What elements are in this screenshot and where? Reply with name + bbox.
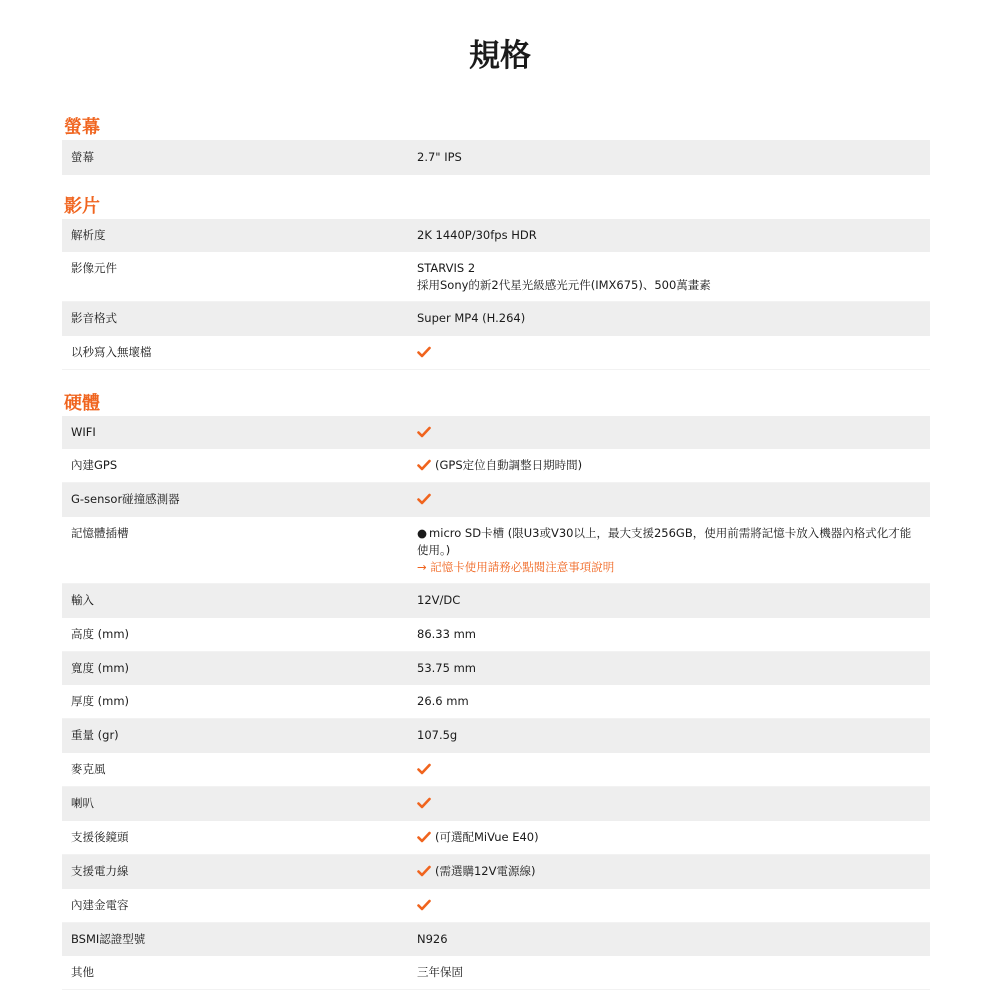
spec-label: 內建金電容 (71, 898, 129, 912)
spec-value (417, 491, 930, 508)
check-icon (417, 831, 431, 843)
spec-value: 26.6 mm (417, 694, 469, 708)
spec-value (417, 897, 930, 914)
spec-row (62, 787, 930, 821)
spec-label: 支援後鏡頭 (71, 830, 129, 844)
check-icon (417, 797, 431, 809)
spec-label: 重量 (gr) (71, 728, 119, 742)
spec-row (62, 483, 930, 517)
spec-value-line: STARVIS 2 (417, 261, 476, 275)
spec-row (62, 889, 930, 923)
spec-label: 影音格式 (71, 311, 117, 325)
spec-label: 其他 (71, 965, 94, 979)
memory-card-notice-link[interactable]: → 記憶卡使用請務必點閱注意事項說明 (417, 560, 615, 574)
spec-label: 喇叭 (71, 796, 94, 810)
section-heading: 螢幕 (64, 117, 100, 138)
spec-label: 記憶體插槽 (71, 526, 129, 540)
spec-value: Super MP4 (H.264) (417, 311, 526, 325)
spec-note: (需選購12V電源線) (435, 864, 536, 878)
page-title: 規格 (469, 38, 531, 74)
spec-value: N926 (417, 932, 448, 946)
spec-label: 螢幕 (71, 150, 94, 164)
spec-value: 三年保固 (417, 965, 463, 979)
spec-value (417, 525, 930, 576)
memory-slot-description (417, 525, 920, 559)
spec-label: 支援電力線 (71, 864, 129, 878)
spec-value (417, 863, 930, 880)
spec-label: BSMI認證型號 (71, 932, 146, 946)
spec-label: WIFI (71, 425, 96, 439)
spec-label: 輸入 (71, 593, 94, 607)
spec-row (62, 252, 930, 302)
spec-value: 86.33 mm (417, 627, 476, 641)
spec-label: 厚度 (mm) (71, 694, 130, 708)
spec-row (62, 956, 930, 990)
check-icon (417, 426, 431, 438)
spec-label: G-sensor碰撞感測器 (71, 492, 180, 506)
check-icon (417, 459, 431, 471)
spec-label: 以秒寫入無壞檔 (71, 345, 152, 359)
spec-value (417, 344, 930, 361)
spec-value: 2K 1440P/30fps HDR (417, 228, 537, 242)
spec-value (417, 795, 930, 812)
spec-row (62, 219, 930, 252)
spec-row (62, 821, 930, 855)
spec-value: 107.5g (417, 728, 458, 742)
spec-label: 解析度 (71, 228, 106, 242)
spec-value: 2.7" IPS (417, 150, 462, 164)
spec-row (62, 685, 930, 719)
check-icon (417, 346, 431, 358)
section-hardware (62, 392, 930, 990)
spec-value: 12V/DC (417, 593, 461, 607)
section-heading: 硬體 (64, 393, 100, 414)
spec-note: (可選配MiVue E40) (435, 830, 539, 844)
section-heading: 影片 (64, 196, 100, 217)
spec-label: 麥克風 (71, 762, 106, 776)
spec-row (62, 618, 930, 652)
spec-label: 影像元件 (71, 261, 117, 275)
spec-label: 寬度 (mm) (71, 661, 130, 675)
spec-row (62, 652, 930, 685)
spec-label: 高度 (mm) (71, 627, 130, 641)
spec-row (62, 140, 930, 175)
check-icon (417, 493, 431, 505)
spec-value-line: 採用Sony的新2代星光級感光元件(IMX675)、500萬畫素 (417, 278, 711, 292)
section-screen (62, 116, 930, 175)
spec-row (62, 719, 930, 753)
bullet-icon: ● (417, 526, 428, 540)
spec-row (62, 336, 930, 370)
spec-row (62, 302, 930, 336)
spec-value (417, 761, 930, 778)
spec-note: (GPS定位自動調整日期時間) (435, 458, 583, 472)
spec-value (417, 457, 930, 474)
spec-value: 53.75 mm (417, 661, 476, 675)
check-icon (417, 763, 431, 775)
check-icon (417, 899, 431, 911)
spec-value-text: micro SD卡槽 (限U3或V30以上，最大支援256GB，使用前需將記憶卡放入機器內格式化才能使用。) (417, 526, 912, 557)
check-icon (417, 865, 431, 877)
section-video (62, 195, 930, 370)
spec-label: 內建GPS (71, 458, 118, 472)
spec-row (62, 416, 930, 449)
spec-row (62, 855, 930, 889)
spec-row (62, 753, 930, 787)
spec-row (62, 923, 930, 956)
spec-value (417, 260, 930, 294)
spec-row (62, 449, 930, 483)
spec-value (417, 424, 930, 441)
spec-row (62, 517, 930, 584)
spec-value (417, 829, 930, 846)
spec-row (62, 584, 930, 618)
